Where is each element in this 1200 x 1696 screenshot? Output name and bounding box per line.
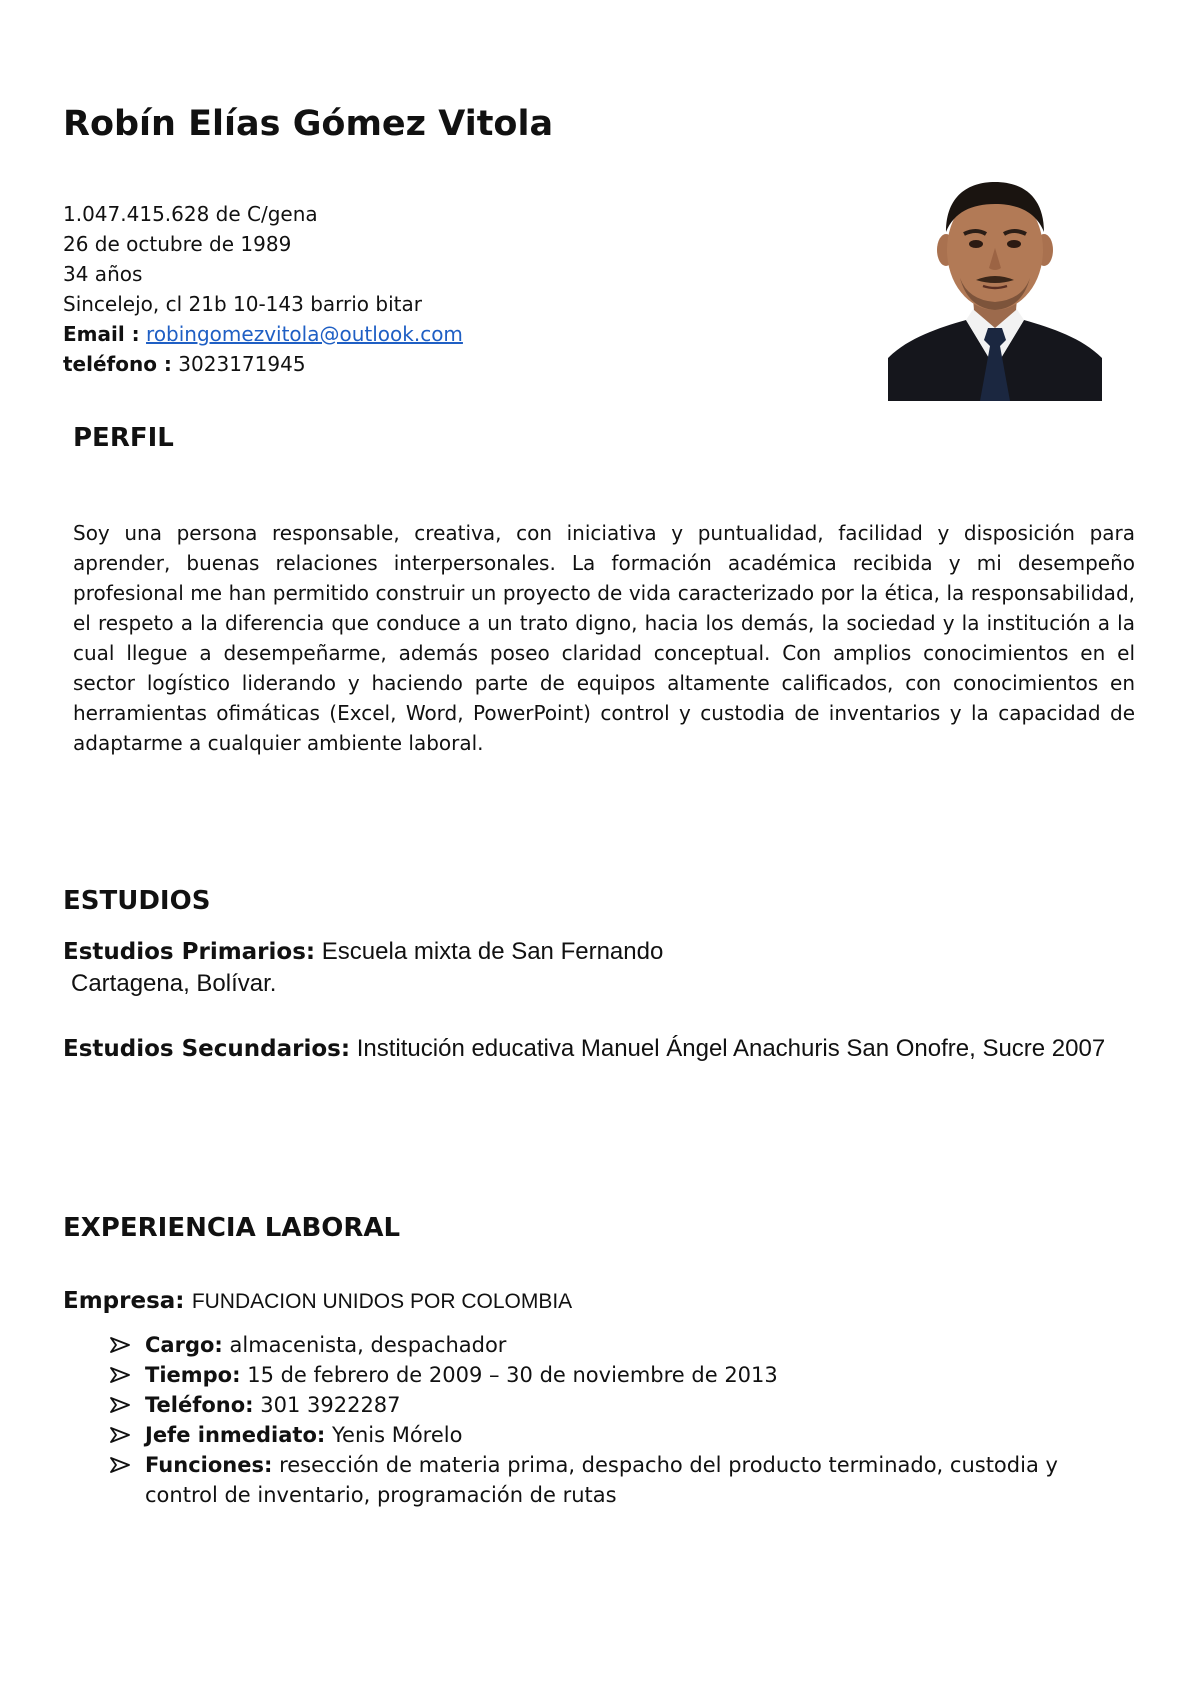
secondary-studies-label: Estudios Secundarios: <box>63 1036 351 1062</box>
portrait-image <box>888 168 1102 401</box>
list-item <box>110 1450 1110 1510</box>
detail-label: Jefe inmediato: <box>145 1423 326 1447</box>
contact-info <box>63 199 463 379</box>
list-item <box>110 1330 1110 1360</box>
candidate-name: Robín Elías Gómez Vitola <box>63 104 554 144</box>
detail-value: 15 de febrero de 2009 – 30 de noviembre de 2013 <box>247 1363 778 1387</box>
company-value: FUNDACION UNIDOS POR COLOMBIA <box>191 1290 573 1313</box>
list-item <box>110 1420 1110 1450</box>
list-item <box>110 1360 1110 1390</box>
detail-value: 301 3922287 <box>260 1393 401 1417</box>
primary-studies-value: Escuela mixta de San Fernando <box>321 938 664 965</box>
email-label: Email : <box>63 322 140 346</box>
detail-label: Funciones: <box>145 1453 273 1477</box>
secondary-studies <box>63 1033 1145 1065</box>
phone-label: teléfono : <box>63 352 172 376</box>
studies-heading: ESTUDIOS <box>63 886 211 916</box>
id-number: 1.047.415.628 de C/gena <box>63 202 318 226</box>
profile-heading: PERFIL <box>73 423 174 453</box>
phone-value: 3023171945 <box>178 352 306 376</box>
primary-studies-label: Estudios Primarios: <box>63 939 316 965</box>
email-line <box>63 319 463 349</box>
arrow-bullet-icon <box>110 1427 130 1443</box>
age: 34 años <box>63 262 143 286</box>
email-link[interactable]: robingomezvitola@outlook.com <box>146 322 463 346</box>
detail-label: Teléfono: <box>145 1393 254 1417</box>
arrow-bullet-icon <box>110 1337 130 1353</box>
primary-studies <box>63 936 1145 968</box>
profile-photo <box>888 168 1102 401</box>
birth-date: 26 de octubre de 1989 <box>63 232 292 256</box>
detail-value: Yenis Mórelo <box>331 1423 463 1447</box>
arrow-bullet-icon <box>110 1397 130 1413</box>
detail-label: Tiempo: <box>145 1363 241 1387</box>
secondary-studies-value: Institución educativa Manuel Ángel Anachuris San Onofre, Sucre 2007 <box>356 1035 1106 1062</box>
company-label: Empresa: <box>63 1288 185 1314</box>
primary-studies-city: Cartagena, Bolívar. <box>71 970 277 997</box>
company-line <box>63 1286 572 1317</box>
detail-label: Cargo: <box>145 1333 223 1357</box>
phone-line <box>63 349 463 379</box>
address: Sincelejo, cl 21b 10-143 barrio bitar <box>63 292 422 316</box>
list-item <box>110 1390 1110 1420</box>
arrow-bullet-icon <box>110 1457 130 1473</box>
profile-text: Soy una persona responsable, creativa, con iniciativa y puntualidad, facilidad y disposición para aprender, buenas relaciones interpersonales. La formación académica recibida y mi desempeño profesional me han permitido construir un proyecto de vida caracterizado por la ética, la responsabilidad, el respeto a la diferencia que conduce a un trato digno, hacia los demás, la sociedad y la institución a la cual llegue a desempeñarme, además poseo claridad conceptual. Con amplios conocimientos en el sector logístico liderando y haciendo parte de equipos altamente calificados, con conocimientos en herramientas ofimáticas (Excel, Word, PowerPoint) control y custodia de inventarios y la capacidad de adaptarme a cualquier ambiente laboral. <box>73 521 1135 755</box>
detail-value: almacenista, despachador <box>229 1333 507 1357</box>
experience-heading: EXPERIENCIA LABORAL <box>63 1213 401 1243</box>
experience-details <box>110 1330 1110 1510</box>
detail-value: resección de materia prima, despacho del producto terminado, custodia y control de inventario, programación de rutas <box>145 1453 1058 1507</box>
arrow-bullet-icon <box>110 1367 130 1383</box>
